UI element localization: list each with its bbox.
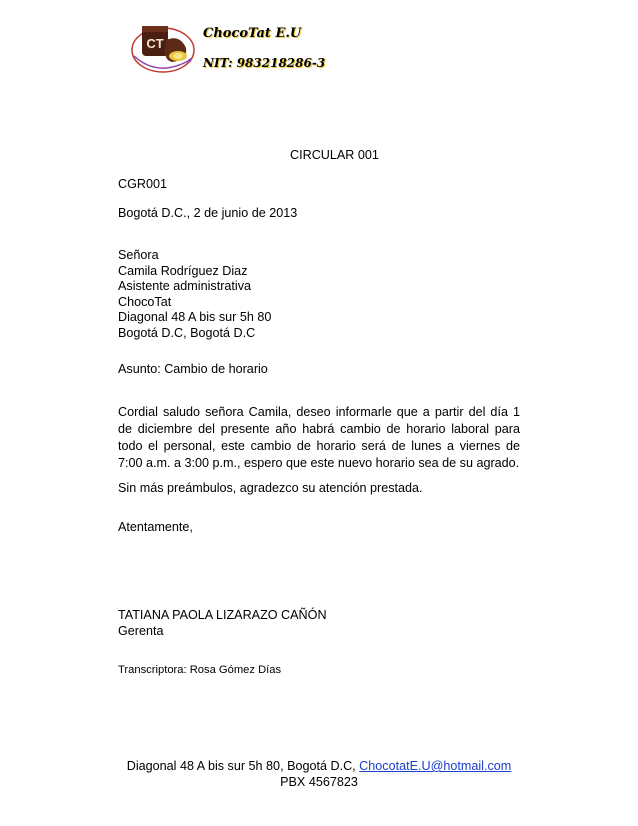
company-logo [128,16,198,76]
footer-address: Diagonal 48 A bis sur 5h 80, Bogotá D.C, [126,759,356,773]
closing-line: Sin más preámbulos, agradezco su atención prestada. [118,481,423,495]
recipient-line: Señora [118,248,159,262]
recipient-line: Diagonal 48 A bis sur 5h 80 [118,310,272,324]
letter-body: Cordial saludo señora Camila, deseo informarle que a partir del día 1 de diciembre del presente año habrá cambio de horario laboral para todo el personal, este cambio de horario será de lunes a viernes de 7:00 a.m. a 3:00 p.m., espero que este nuevo horario sea de su agrado. [118,405,520,470]
footer-phone: PBX 4567823 [280,775,358,789]
signer-role: Gerenta [118,624,164,638]
recipient-line: Bogotá D.C, Bogotá D.C [118,325,256,340]
recipient-block [118,248,271,341]
recipient-line: Asistente administrativa [118,279,251,293]
letter-subject: Asunto: Cambio de horario [118,362,268,376]
chocolate-logo-icon [128,16,198,76]
circular-code: CGR001 [118,177,167,191]
recipient-line: Camila Rodríguez Diaz [118,263,248,278]
farewell: Atentamente, [118,520,193,534]
page-footer [0,758,638,790]
letter-date: Bogotá D.C., 2 de junio de 2013 [118,206,298,220]
company-nit: NIT: 983218286-3 [203,56,326,70]
logo-text: CT [146,36,164,51]
footer-address-line [0,758,638,774]
transcriber: Transcriptora: Rosa Gómez Días [118,664,282,676]
recipient-line: ChocoTat [118,294,172,309]
signer-name: TATIANA PAOLA LIZARAZO CAÑÓN [118,608,327,622]
footer-email-link[interactable]: ChocotatE.U@hotmail.com [359,759,512,773]
circular-title: CIRCULAR 001 [290,148,379,162]
company-name: ChocoTat E.U [203,26,302,41]
